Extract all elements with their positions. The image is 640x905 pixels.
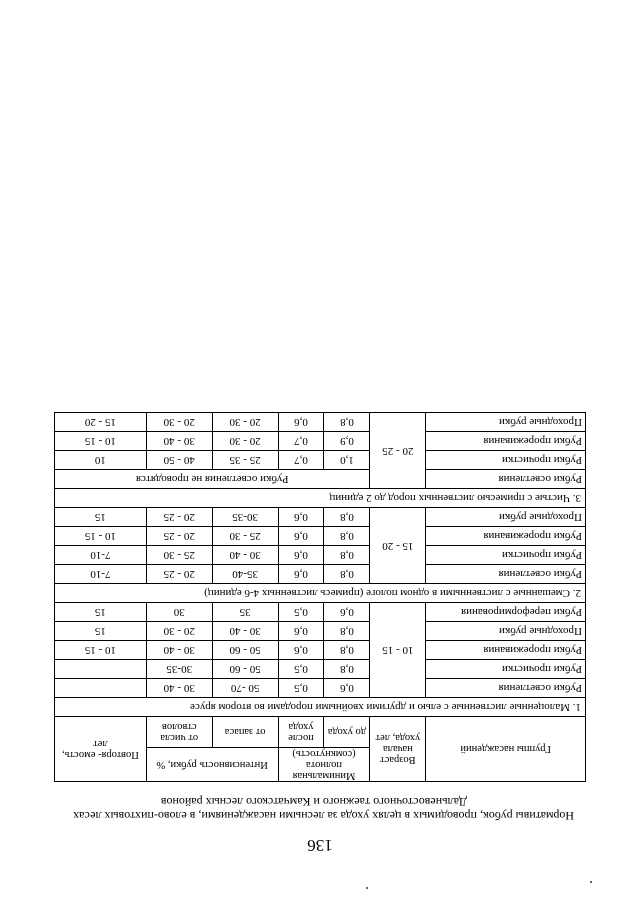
section-age: 20 - 25 xyxy=(370,413,426,489)
header-row xyxy=(55,748,586,782)
row-name: Проходные рубки xyxy=(426,622,586,641)
cell-stock: 35-40 xyxy=(212,565,278,584)
cell-stock: 30-35 xyxy=(212,508,278,527)
cell-before: 0,8 xyxy=(324,660,370,679)
table-row xyxy=(55,546,586,565)
cell-stock: 20 - 30 xyxy=(212,413,278,432)
cell-trunks: 20 - 25 xyxy=(146,527,212,546)
cell-after: 0,6 xyxy=(278,546,324,565)
cell-before: 0,8 xyxy=(324,641,370,660)
cell-repeat: 10 xyxy=(55,451,147,470)
cell-after: 0,5 xyxy=(278,679,324,698)
cell-trunks: 30 xyxy=(146,603,212,622)
cell-repeat: 15 xyxy=(55,622,147,641)
table-row xyxy=(55,470,586,489)
cell-trunks: 20 - 30 xyxy=(146,622,212,641)
cell-trunks: 30 - 40 xyxy=(146,679,212,698)
header-group: Группы насаждений xyxy=(426,717,586,782)
cell-before: 1,0 xyxy=(324,451,370,470)
row-name: Рубки осветления xyxy=(426,565,586,584)
table-row xyxy=(55,565,586,584)
section-title-row xyxy=(55,584,586,603)
table-row xyxy=(55,508,586,527)
cell-repeat xyxy=(55,679,147,698)
cell-after: 0,6 xyxy=(278,622,324,641)
cell-stock: 50 -70 xyxy=(212,679,278,698)
table-row xyxy=(55,679,586,698)
scan-speck xyxy=(590,881,592,883)
row-name: Рубки переформирования xyxy=(426,603,586,622)
caption-line-1: Нормативы рубок, проводимых в целях ухода за лесными насаждениями, в елово-пихтовых лесах xyxy=(73,809,574,823)
section-note: Рубки осветления не проводятся xyxy=(55,470,370,489)
table-row xyxy=(55,603,586,622)
cell-after: 0,6 xyxy=(278,508,324,527)
cell-repeat: 7-10 xyxy=(55,565,147,584)
section-title-row xyxy=(55,698,586,717)
row-name: Рубки осветления xyxy=(426,679,586,698)
header-int-trunks: от числа стволов xyxy=(146,717,212,748)
cell-before: 0,8 xyxy=(324,413,370,432)
cell-repeat: 15 - 20 xyxy=(55,413,147,432)
norms-table xyxy=(54,412,586,782)
cell-after: 0,5 xyxy=(278,660,324,679)
section-age: 10 - 15 xyxy=(370,603,426,698)
table-row xyxy=(55,413,586,432)
cell-after: 0,6 xyxy=(278,413,324,432)
row-name: Рубки прореживания xyxy=(426,432,586,451)
cell-repeat xyxy=(55,660,147,679)
row-name: Рубки прореживания xyxy=(426,527,586,546)
cell-before: 0,9 xyxy=(324,432,370,451)
section-title: 2. Смешанные с лиственными в одном пологе (примесь лиственных 4-6 единиц) xyxy=(55,584,586,603)
cell-repeat: 15 xyxy=(55,603,147,622)
cell-before: 0,8 xyxy=(324,508,370,527)
row-name: Проходные рубки xyxy=(426,413,586,432)
row-name: Проходные рубки xyxy=(426,508,586,527)
header-min-density: Минимальная полнота (сомкнутость) xyxy=(278,748,370,782)
cell-after: 0,6 xyxy=(278,565,324,584)
cell-trunks: 25 - 30 xyxy=(146,546,212,565)
cell-repeat: 10 - 15 xyxy=(55,432,147,451)
cell-stock: 20 - 30 xyxy=(212,432,278,451)
row-name: Рубки прочистки xyxy=(426,660,586,679)
cell-stock: 50 - 60 xyxy=(212,641,278,660)
cell-after: 0,7 xyxy=(278,451,324,470)
cell-trunks: 30 - 40 xyxy=(146,432,212,451)
cell-trunks: 20 - 25 xyxy=(146,565,212,584)
caption-line-2: Дальневосточного таежного и Камчатского лесных районов xyxy=(160,795,468,809)
cell-stock: 25 - 35 xyxy=(212,451,278,470)
cell-before: 0,8 xyxy=(324,546,370,565)
cell-repeat: 7-10 xyxy=(55,546,147,565)
cell-after: 0,7 xyxy=(278,432,324,451)
header-int-stock: от запаса xyxy=(212,717,278,748)
section-title: 1. Малоценные лиственные с елью и другими хвойными породами во втором ярусе xyxy=(55,698,586,717)
header-min-before: до ухода xyxy=(324,717,370,748)
cell-before: 0,8 xyxy=(324,527,370,546)
cell-trunks: 30 - 40 xyxy=(146,641,212,660)
row-name: Рубки осветления xyxy=(426,470,586,489)
cell-before: 0,8 xyxy=(324,565,370,584)
cell-trunks: 20 - 30 xyxy=(146,413,212,432)
cell-repeat: 10 - 15 xyxy=(55,641,147,660)
header-repeat: Повторя- емость, лет xyxy=(55,717,147,782)
section-title: 3. Чистые с примесью лиственных пород до 2 единиц xyxy=(55,489,586,508)
row-name: Рубки прочистки xyxy=(426,546,586,565)
page-number: 136 xyxy=(307,836,333,855)
cell-after: 0,5 xyxy=(278,603,324,622)
cell-trunks: 20 - 25 xyxy=(146,508,212,527)
cell-stock: 30 - 40 xyxy=(212,546,278,565)
cell-repeat: 10 - 15 xyxy=(55,527,147,546)
table-row xyxy=(55,622,586,641)
cell-repeat: 15 xyxy=(55,508,147,527)
table-row xyxy=(55,527,586,546)
cell-stock: 50 - 60 xyxy=(212,660,278,679)
table-row xyxy=(55,451,586,470)
row-name: Рубки прочистки xyxy=(426,451,586,470)
cell-stock: 30 - 40 xyxy=(212,622,278,641)
table-row xyxy=(55,432,586,451)
scan-speck xyxy=(366,887,368,889)
row-name: Рубки прореживания xyxy=(426,641,586,660)
table-caption xyxy=(54,795,574,823)
cell-stock: 35 xyxy=(212,603,278,622)
cell-before: 0,8 xyxy=(324,622,370,641)
cell-before: 0,6 xyxy=(324,679,370,698)
cell-after: 0,6 xyxy=(278,527,324,546)
cell-before: 0,6 xyxy=(324,603,370,622)
cell-trunks: 30-35 xyxy=(146,660,212,679)
cell-stock: 25 - 30 xyxy=(212,527,278,546)
table-row xyxy=(55,660,586,679)
header-intensity: Интенсивность рубки, % xyxy=(146,748,278,782)
cell-after: 0,6 xyxy=(278,641,324,660)
cell-trunks: 40 - 50 xyxy=(146,451,212,470)
header-min-after: после ухода xyxy=(278,717,324,748)
header-age: Возраст начала ухода, лет xyxy=(370,717,426,782)
section-age: 15 - 20 xyxy=(370,508,426,584)
table-row xyxy=(55,641,586,660)
section-title-row xyxy=(55,489,586,508)
